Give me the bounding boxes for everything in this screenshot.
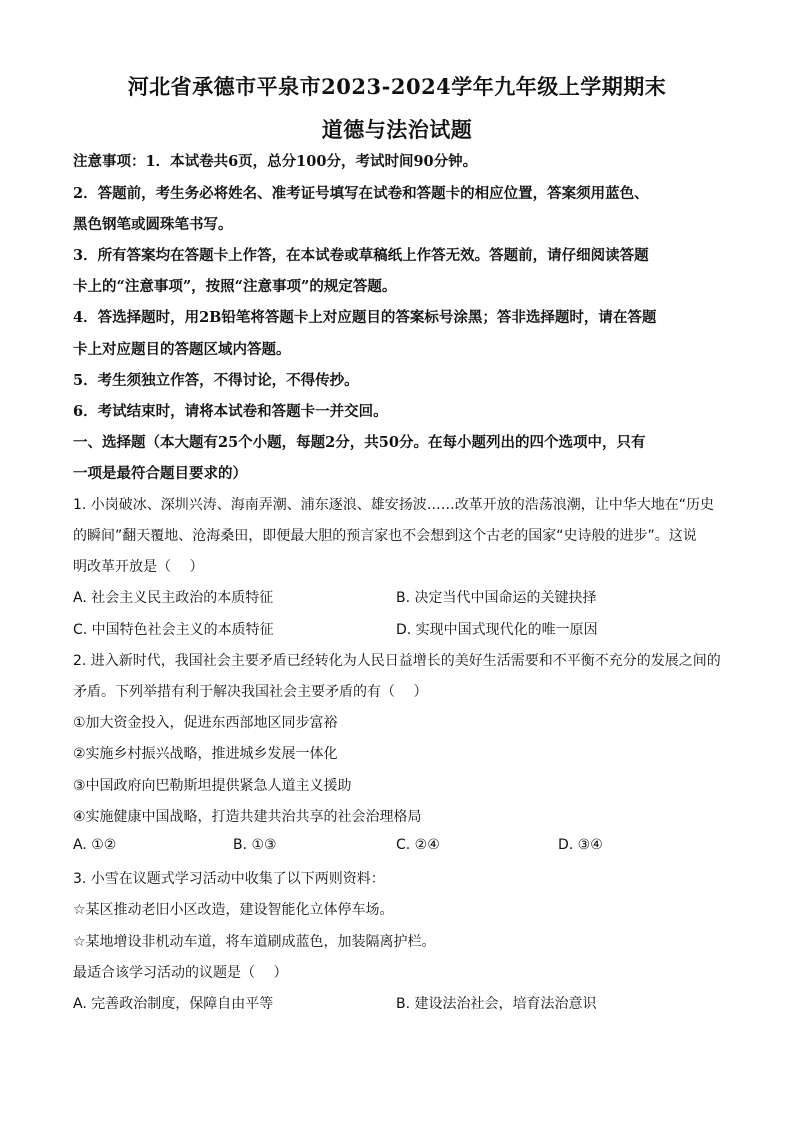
notice-line-3: 黑色钢笔或圆珠笔书写。 <box>73 216 233 233</box>
q1-stem-line-1: 1. 小岗破冰、深圳兴涛、海南弄潮、浦东逐浪、雄安扬波……改革开放的浩荡浪潮，让中华大地在“历史 <box>73 497 715 513</box>
notice-line-8: 5．考生须独立作答，不得讨论，不得传抄。 <box>73 372 359 389</box>
notice-line-7: 卡上对应题目的答题区域内答题。 <box>73 341 291 358</box>
q2-statement-2: ②实施乡村振兴战略，推进城乡发展一体化 <box>73 746 338 762</box>
q3-material-1: ☆某区推动老旧小区改造，建设智能化立体停车场。 <box>73 902 394 918</box>
notice-line-5: 卡上的“注意事项”，按照“注意事项”的规定答题。 <box>73 278 397 295</box>
q2-option-c: C. ②④ <box>396 837 440 853</box>
q3-option-b: B. 建设法治社会，培育法治意识 <box>396 996 597 1012</box>
notice-line-6: 4．答选择题时，用2B铅笔将答题卡上对应题目的答案标号涂黑；答非选择题时，请在答题 <box>73 309 657 326</box>
q1-option-a: A. 社会主义民主政治的本质特征 <box>73 590 274 606</box>
q3-material-2: ☆某地增设非机动车道，将车道刷成蓝色，加装隔离护栏。 <box>73 934 436 950</box>
q2-option-d: D. ③④ <box>558 837 603 853</box>
exam-subtitle: 道德与法治试题 <box>321 117 473 142</box>
notice-line-4: 3．所有答案均在答题卡上作答，在本试卷或草稿纸上作答无效。答题前，请仔细阅读答题 <box>73 247 649 264</box>
notice-line-2: 2．答题前，考生务必将姓名、准考证号填写在试卷和答题卡的相应位置，答案须用蓝色、 <box>73 185 649 202</box>
q1-option-c: C. 中国特色社会主义的本质特征 <box>73 622 274 638</box>
q3-stem-line-1: 3. 小雪在议题式学习活动中收集了以下两则资料： <box>73 871 385 887</box>
q2-statement-4: ④实施健康中国战略，打造共建共治共享的社会治理格局 <box>73 809 422 825</box>
q2-statement-3: ③中国政府向巴勒斯坦提供紧急人道主义援助 <box>73 778 352 794</box>
q2-option-b: B. ①③ <box>233 837 277 853</box>
q2-stem-line-2: 矛盾。下列举措有利于解决我国社会主要矛盾的有（ ） <box>73 684 428 700</box>
notice-line-9: 6．考试结束时，请将本试卷和答题卡一并交回。 <box>73 403 388 420</box>
q1-stem-line-3: 明改革开放是（ ） <box>73 559 204 575</box>
section-heading-line-2: 一项是最符合题目要求的） <box>73 465 247 482</box>
section-heading-line-1: 一、选择题（本大题有25个小题，每题2分，共50分。在每小题列出的四个选项中，只有 <box>73 434 646 451</box>
q1-option-b: B. 决定当代中国命运的关键抉择 <box>396 590 597 606</box>
q3-option-a: A. 完善政治制度，保障自由平等 <box>73 996 274 1012</box>
q2-option-a: A. ①② <box>73 837 117 853</box>
q1-stem-line-2: 的瞬间”翻天覆地、沧海桑田，即便最大胆的预言家也不会想到这个古老的国家“史诗般的进步”。这说 <box>73 528 697 544</box>
q1-option-d: D. 实现中国式现代化的唯一原因 <box>396 622 598 638</box>
notice-line-1: 注意事项：1．本试卷共6页，总分100分，考试时间90分钟。 <box>73 153 478 170</box>
q2-statement-1: ①加大资金投入，促进东西部地区同步富裕 <box>73 715 338 731</box>
exam-title: 河北省承德市平泉市2023-2024学年九年级上学期期末 <box>127 74 667 99</box>
q3-stem-line-2: 最适合该学习活动的议题是（ ） <box>73 965 288 981</box>
q2-stem-line-1: 2. 进入新时代，我国社会主要矛盾已经转化为人民日益增长的美好生活需要和不平衡不充分的发展之间的 <box>73 653 721 669</box>
